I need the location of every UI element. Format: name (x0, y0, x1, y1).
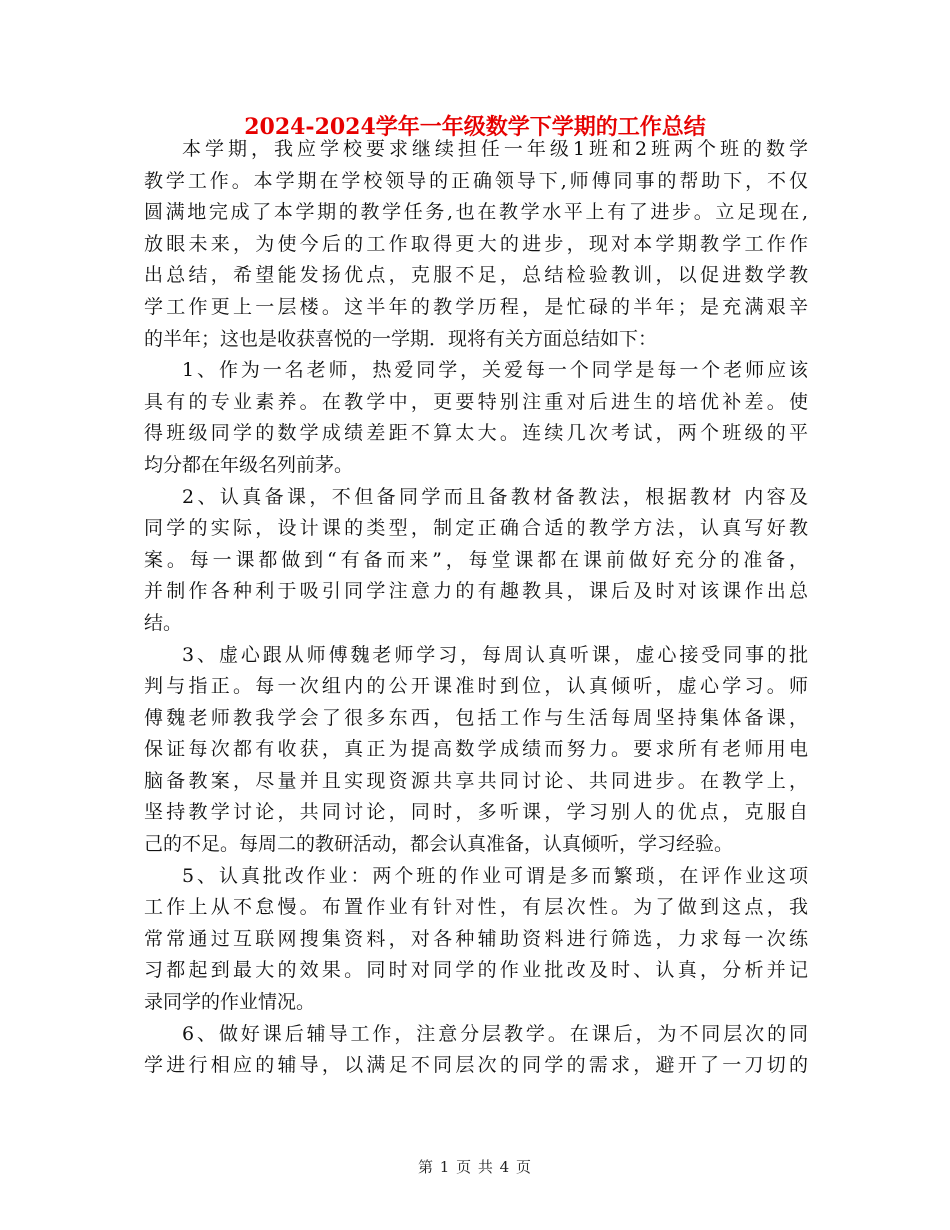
text-line: 3、虚心跟从师傅魏老师学习，每周认真听课，虚心接受同事的批 (182, 643, 808, 666)
text-line: 工作上从不怠慢。布置作业有针对性，有层次性。为了做到这点，我 (144, 896, 808, 919)
paragraph-item-1 (144, 355, 808, 481)
text-line: 放眼未来，为使今后的工作取得更大的进步，现对本学期教学工作作 (144, 232, 808, 255)
text-line: 的半年；这也是收获喜悦的一学期．现将有关方面总结如下： (144, 327, 658, 350)
text-line: 2、认真备课，不但备同学而且备教材备教法，根据教材 内容及 (182, 485, 808, 508)
text-line: 具有的专业素养。在教学中，更要特别注重对后进生的培优补差。使 (144, 390, 808, 413)
text-line: 5、认真批改作业：两个班的作业可谓是多而繁琐，在评作业这项 (182, 864, 808, 887)
text-line: 6、做好课后辅导工作，注意分层教学。在课后，为不同层次的同 (182, 1022, 808, 1045)
text-line: 录同学的作业情况。 (144, 991, 316, 1014)
text-line: 学进行相应的辅导，以满足不同层次的同学的需求，避开了一刀切的 (144, 1054, 808, 1077)
text-line: 保证每次都有收获，真正为提高数学成绩而努力。要求所有老师用电 (144, 738, 808, 761)
page-footer: 第 1 页 共 4 页 (418, 1158, 532, 1176)
text-line: 得班级同学的数学成绩差距不算太大。连续几次考试，两个班级的平 (144, 422, 808, 445)
text-line: 同学的实际，设计课的类型，制定正确合适的教学方法，认真写好教 (144, 517, 808, 540)
document-title: 2024-2024学年一年级数学下学期的工作总结 (244, 114, 706, 140)
paragraph-item-6 (144, 1019, 808, 1082)
text-line: 学工作更上一层楼。这半年的教学历程，是忙碌的半年；是充满艰辛 (144, 295, 808, 318)
text-line: 1、作为一名老师，热爱同学，关爱每一个同学是每一个老师应该 (182, 359, 808, 382)
paragraph-item-2 (144, 482, 808, 640)
text-line: 坚持教学讨论，共同讨论，同时，多听课，学习别人的优点，克服自 (144, 801, 808, 824)
document-body (144, 134, 808, 1082)
text-line: 出总结，希望能发扬优点，克服不足，总结检验教训，以促进数学教 (144, 264, 808, 287)
text-line: 判与指正。每一次组内的公开课准时到位，认真倾听，虚心学习。师 (144, 675, 808, 698)
text-line: 教学工作。本学期在学校领导的正确领导下,师傅同事的帮助下，不仅 (144, 169, 808, 192)
text-line: 常常通过互联网搜集资料，对各种辅助资料进行筛选，力求每一次练 (144, 927, 808, 950)
text-line: 本学期，我应学校要求继续担任一年级1班和2班两个班的数学 (182, 138, 808, 160)
text-line: 傅魏老师教我学会了很多东西，包括工作与生活每周坚持集体备课， (144, 706, 808, 729)
text-line: 均分都在年级名列前茅。 (144, 453, 354, 476)
text-line: 习都起到最大的效果。同时对同学的作业批改及时、认真，分析并记 (144, 959, 808, 982)
paragraph-item-3 (144, 640, 808, 861)
text-line: 案。每一课都做到“有备而来”，每堂课都在课前做好充分的准备， (144, 548, 808, 571)
text-line: 并制作各种利于吸引同学注意力的有趣教具，课后及时对该课作出总 (144, 580, 808, 603)
text-line: 脑备教案，尽量并且实现资源共享共同讨论、共同进步。在教学上， (144, 769, 808, 792)
text-line: 己的不足。每周二的教研活动，都会认真准备，认真倾听，学习经验。 (144, 833, 734, 856)
paragraph-intro (144, 134, 808, 355)
text-line: 圆满地完成了本学期的教学任务,也在教学水平上有了进步。立足现在, (144, 201, 808, 224)
paragraph-item-5 (144, 861, 808, 1019)
text-line: 结。 (144, 611, 183, 634)
